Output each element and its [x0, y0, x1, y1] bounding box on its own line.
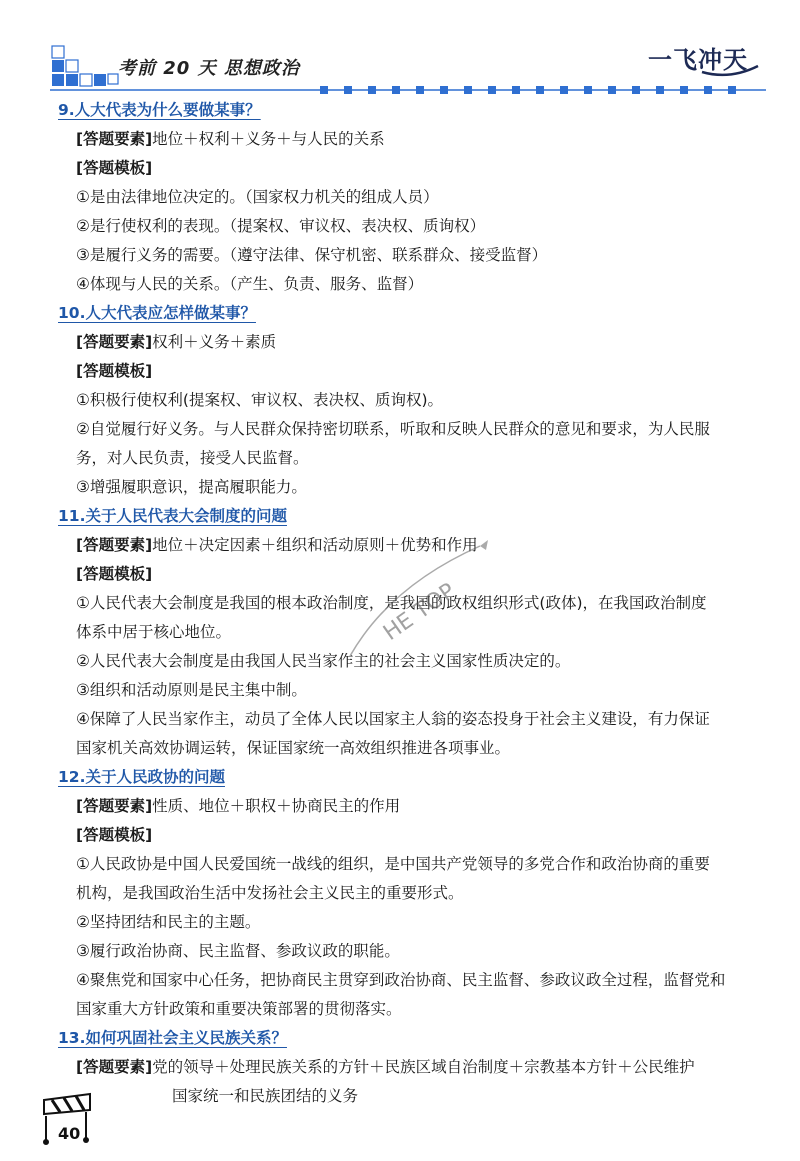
question-title: 10.人大代表应怎样做某事？ [58, 304, 256, 322]
answer-item: ④聚焦党和国家中心任务，把协商民主贯穿到政治协商、民主监督、参政议政全过程，监督党和 [76, 971, 726, 989]
answer-item: ②是行使权利的表现。（提案权、审议权、表决权、质询权） [76, 217, 486, 235]
answer-item: ③增强履职意识，提高履职能力。 [76, 478, 307, 496]
answer-item: ③组织和活动原则是民主集中制。 [76, 681, 307, 699]
answer-item: ④保障了人民当家作主，动员了全体人民以国家主人翁的姿态投身于社会主义建设，有力保证 [76, 710, 710, 728]
question-9 [58, 96, 782, 299]
header-divider [50, 84, 766, 96]
answer-elements: [答题要素]地位＋决定因素＋组织和活动原则＋优势和作用 [76, 536, 478, 554]
answer-elements: [答题要素]性质、地位＋职权＋协商民主的作用 [76, 797, 401, 815]
series-title: 考前 20 天 思想政治 [118, 58, 300, 79]
answer-item: ①人民政协是中国人民爱国统一战线的组织，是中国共产党领导的多党合作和政治协商的重要 [76, 855, 710, 873]
answer-item: 国家重大方针政策和重要决策部署的贯彻落实。 [76, 1000, 402, 1018]
question-title: 9.人大代表为什么要做某事？ [58, 101, 261, 119]
question-title: 13.如何巩固社会主义民族关系？ [58, 1029, 287, 1047]
question-title: 11.关于人民代表大会制度的问题 [58, 507, 287, 525]
stamp-text: HE TOP [379, 578, 461, 646]
answer-item: ④体现与人民的关系。（产生、负责、服务、监督） [76, 275, 424, 293]
page-number: 40 [58, 1124, 81, 1143]
question-title: 12.关于人民政协的问题 [58, 768, 225, 786]
question-12 [58, 763, 782, 1024]
answer-item: ③是履行义务的需要。（遵守法律、保守机密、联系群众、接受监督） [76, 246, 548, 264]
answer-template-label: [答题模板] [76, 826, 153, 844]
answer-template-label: [答题模板] [76, 362, 153, 380]
page-content [58, 96, 782, 1111]
answer-item: ①人民代表大会制度是我国的根本政治制度，是我国的政权组织形式(政体)，在我国政治制度 [76, 594, 707, 612]
answer-elements: [答题要素]地位＋权利＋义务＋与人民的关系 [76, 130, 385, 148]
brand-swoosh-icon [700, 64, 760, 78]
answer-item: 国家机关高效协调运转，保证国家统一高效组织推进各项事业。 [76, 739, 511, 757]
question-11 [58, 502, 782, 763]
answer-item: ①积极行使权利(提案权、审议权、表决权、质询权)。 [76, 391, 443, 409]
answer-elements-continued: 国家统一和民族团结的义务 [172, 1087, 359, 1105]
answer-item: 体系中居于核心地位。 [76, 623, 232, 641]
question-10 [58, 299, 782, 502]
page-header [0, 0, 800, 95]
answer-item: ②人民代表大会制度是由我国人民当家作主的社会主义国家性质决定的。 [76, 652, 571, 670]
answer-template-label: [答题模板] [76, 159, 153, 177]
question-13 [58, 1024, 782, 1111]
answer-template-label: [答题模板] [76, 565, 153, 583]
answer-item: ①是由法律地位决定的。（国家权力机关的组成人员） [76, 188, 439, 206]
brand-logo: 一飞冲天 [648, 46, 748, 74]
answer-item: 务，对人民负责，接受人民监督。 [76, 449, 309, 467]
answer-item: ③履行政治协商、民主监督、参政议政的职能。 [76, 942, 400, 960]
answer-item: ②坚持团结和民主的主题。 [76, 913, 261, 931]
answer-elements: [答题要素]党的领导＋处理民族关系的方针＋民族区域自治制度＋宗教基本方针＋公民维护 [76, 1058, 695, 1076]
answer-elements: [答题要素]权利＋义务＋素质 [76, 333, 277, 351]
answer-item: 机构，是我国政治生活中发扬社会主义民主的重要形式。 [76, 884, 464, 902]
answer-item: ②自觉履行好义务。与人民群众保持密切联系，听取和反映人民群众的意见和要求，为人民服 [76, 420, 710, 438]
